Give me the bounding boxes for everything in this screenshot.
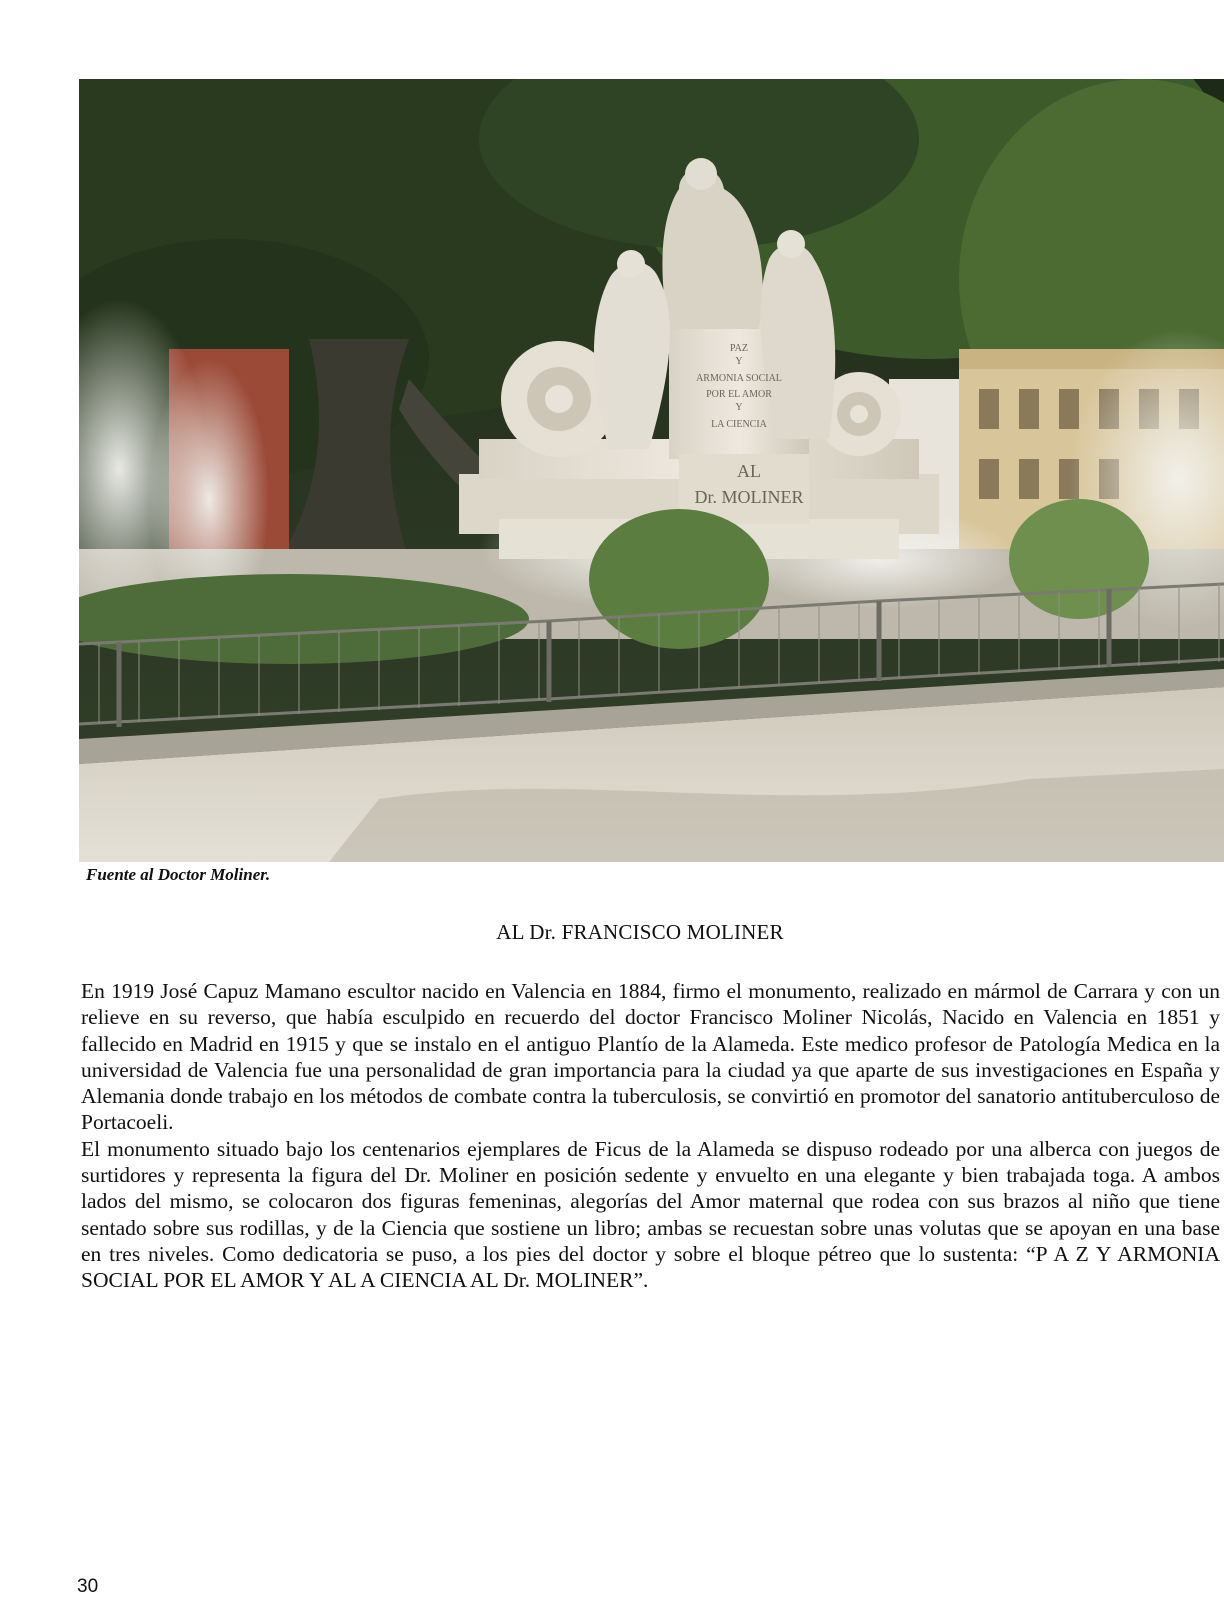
inscription-line-1: PAZ: [730, 343, 748, 354]
inscription-line-4: POR EL AMOR: [706, 389, 772, 400]
paragraph-1: En 1919 José Capuz Mamano escultor nacido en Valencia en 1884, firmo el monumento, realizado en mármol de Carrara y con un relieve en su reverso, que había esculpido en recuerdo del doctor Francisco Moliner Nicolás, Nacido en Valencia en 1851 y fallecido en Madrid en 1915 y que se instalo en el antiguo Plantío de la Alameda. Este medico profesor de Patología Medica en la universidad de Valencia fue una personalidad de gran importancia para la ciudad ya que aparte de sus investigaciones en España y Alemania donde trabajo en los métodos de combate contra la tuberculosis, se convirtió en promotor del sanatorio antituberculoso de Portacoeli.: [81, 979, 1220, 1135]
inscription-line-6: LA CIENCIA: [711, 419, 767, 430]
inscription-line-2: Y: [735, 356, 743, 367]
document-title: AL Dr. FRANCISCO MOLINER: [496, 920, 784, 944]
page-number: 30: [77, 1576, 99, 1597]
inscription-line-3: ARMONIA SOCIAL: [696, 373, 782, 384]
body-text: [81, 978, 1220, 1294]
photo-caption: Fuente al Doctor Moliner.: [86, 865, 271, 884]
base-inscription-line-1: AL: [737, 461, 761, 481]
paragraph-2: El monumento situado bajo los centenarios ejemplares de Ficus de la Alameda se dispuso rodeado por una alberca con juegos de surtidores y representa la figura del Dr. Moliner en posición sedente y envuelto en una elegante y bien trabajada toga. A ambos lados del mismo, se colocaron dos figuras femeninas, alegorías del Amor maternal que rodea con sus brazos al niño que tiene sentado sobre sus rodillas, y de la Ciencia que sostiene un libro; ambas se recuestan sobre unas volutas que se apoyan en una base en tres niveles. Como dedicatoria se puso, a los pies del doctor y sobre el bloque pétreo que lo sustenta: “P A Z Y ARMONIA SOCIAL POR EL AMOR Y AL A CIENCIA AL Dr. MOLINER”.: [81, 1136, 1220, 1293]
inscription-line-5: Y: [735, 402, 743, 413]
base-inscription-line-2: Dr. MOLINER: [694, 487, 804, 507]
monument-photo: [79, 79, 1224, 862]
